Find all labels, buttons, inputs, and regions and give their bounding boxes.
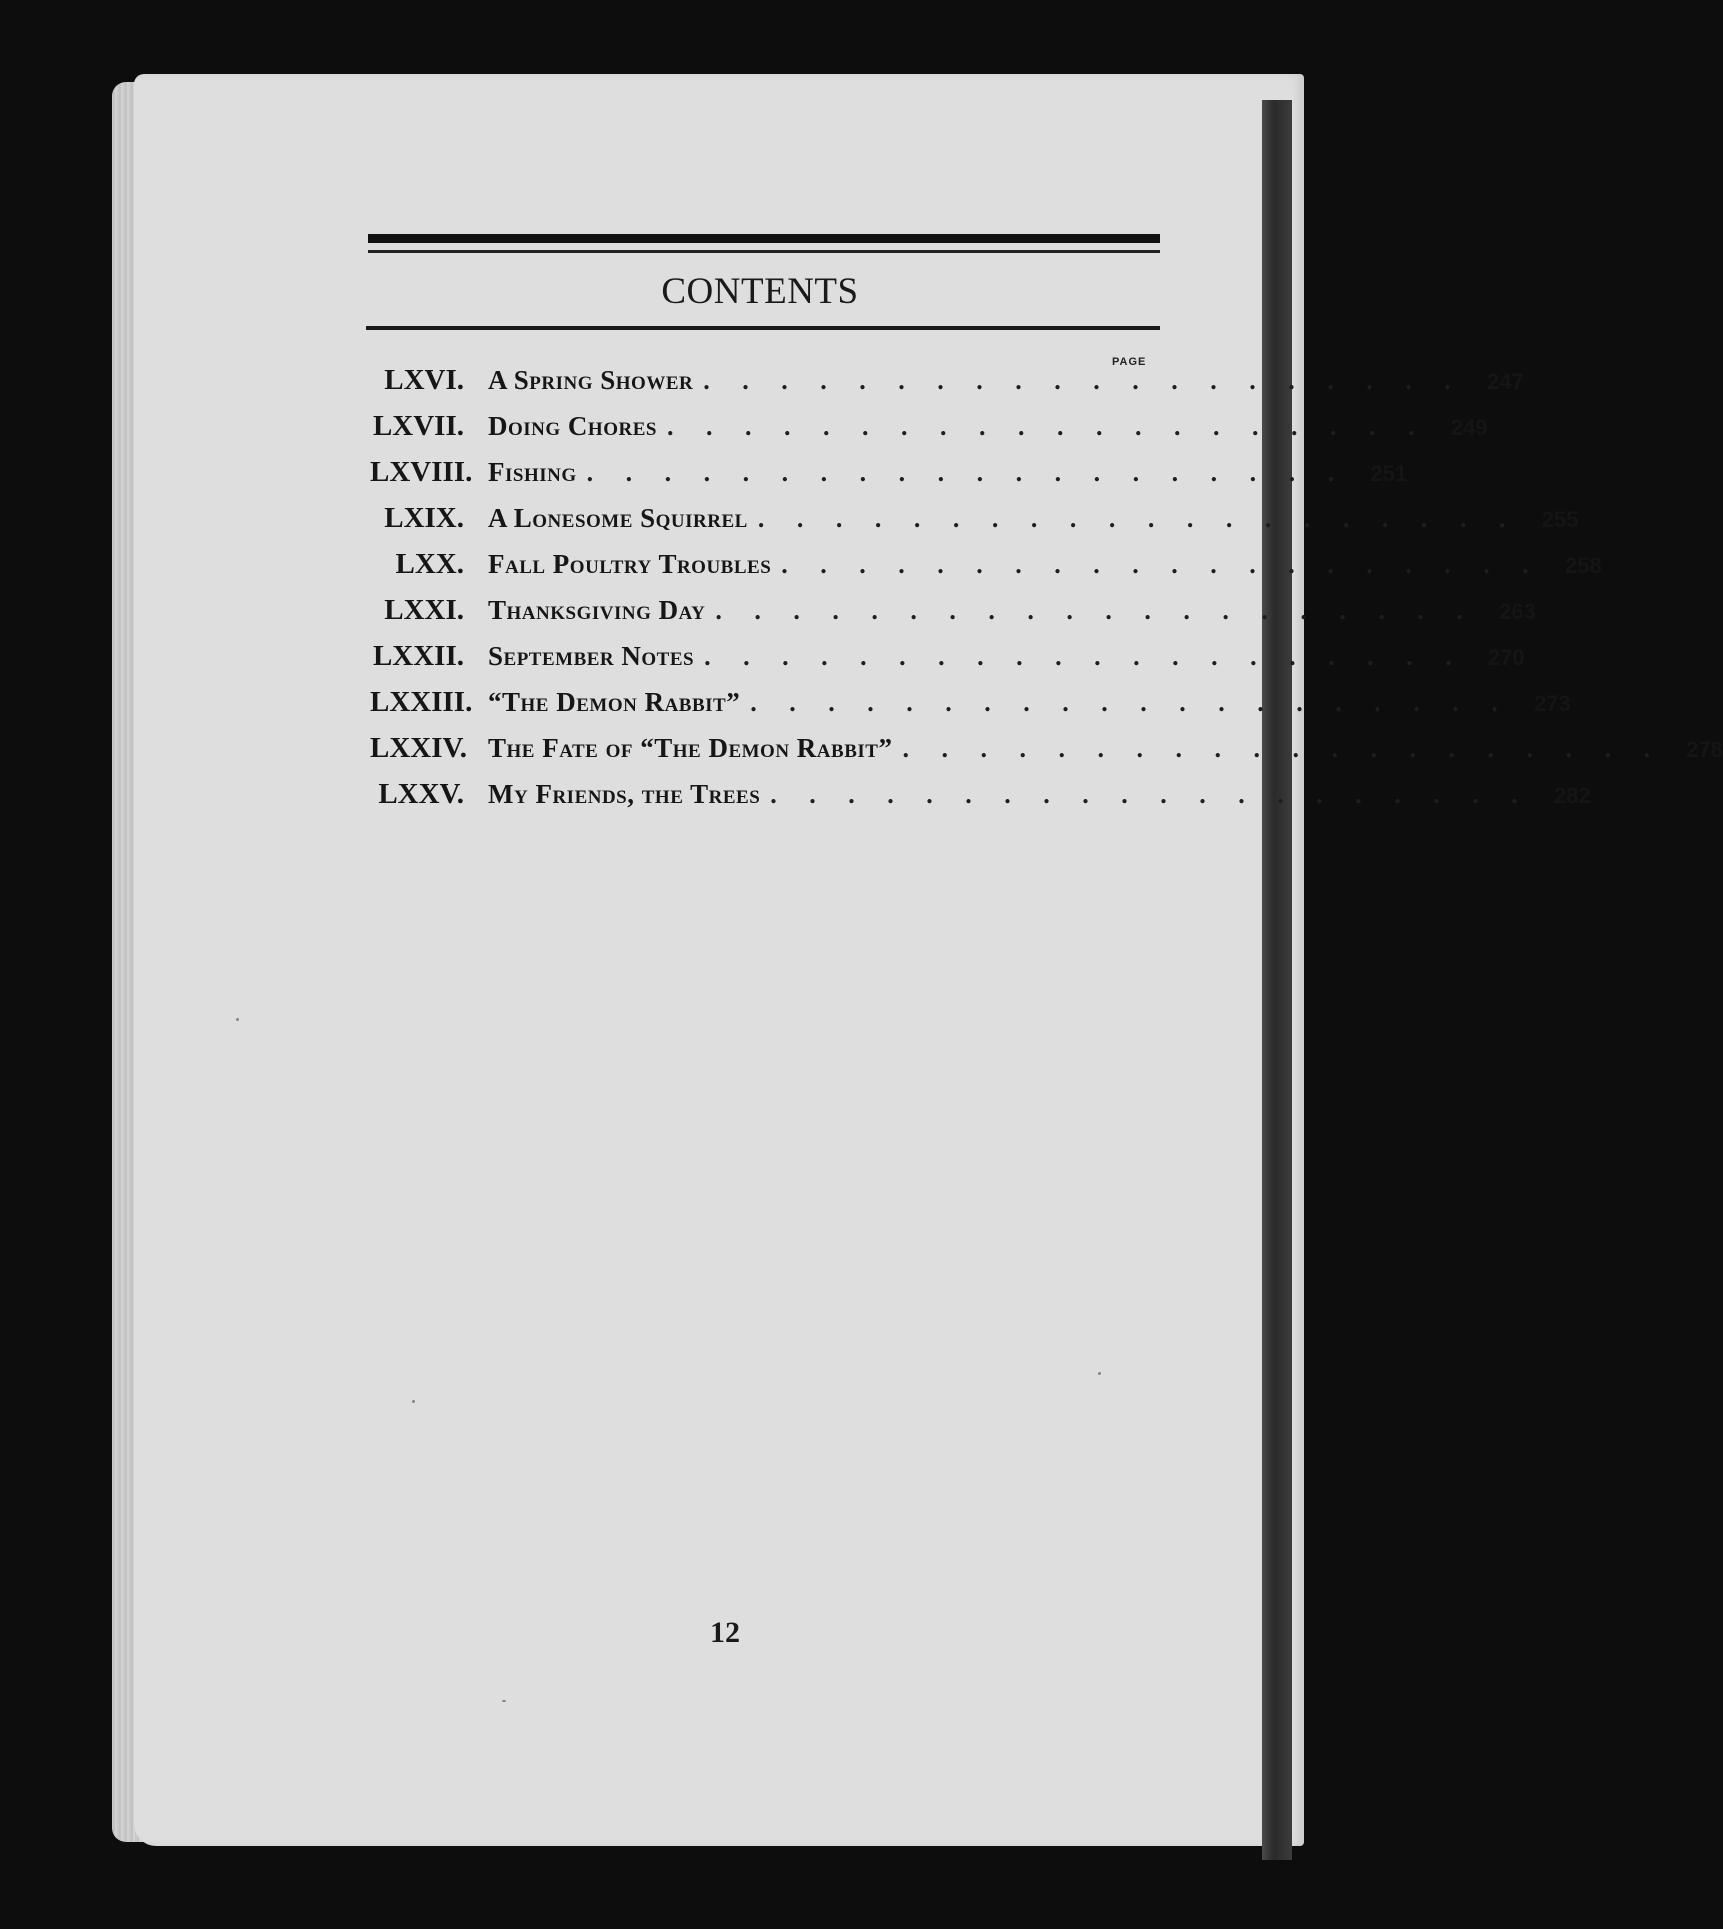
toc-entry bbox=[370, 364, 1524, 410]
dot-leader: . . . . . . . . . . . . . . . . . . . . bbox=[715, 596, 1476, 625]
toc-entry bbox=[370, 686, 1571, 732]
title-underline-rule bbox=[366, 326, 1160, 330]
chapter-title: Fishing bbox=[488, 457, 577, 487]
chapter-numeral: LXIX. bbox=[384, 502, 464, 534]
chapter-title: Thanksgiving Day bbox=[488, 595, 706, 625]
book-page bbox=[134, 74, 1304, 1846]
dot-leader: . . . . . . . . . . . . . . . . . . . . bbox=[781, 550, 1542, 579]
dust-speck bbox=[502, 1700, 506, 1702]
toc-entry bbox=[370, 778, 1591, 824]
chapter-title: September Notes bbox=[488, 641, 695, 671]
chapter-title: My Friends, the Trees bbox=[488, 779, 761, 809]
chapter-numeral: LXXV. bbox=[378, 778, 464, 810]
toc-entry bbox=[370, 594, 1536, 640]
dot-leader: . . . . . . . . . . . . . . . . . . . . bbox=[704, 642, 1465, 671]
chapter-title: “The Demon Rabbit” bbox=[488, 687, 741, 717]
dot-leader: . . . . . . . . . . . . . . . . . . . . bbox=[586, 458, 1348, 487]
chapter-page-number: 251 bbox=[1370, 461, 1408, 486]
chapter-page-number: 255 bbox=[1541, 507, 1579, 532]
chapter-numeral: LXXIII. bbox=[370, 686, 473, 718]
toc-entry bbox=[370, 410, 1488, 456]
toc-entry bbox=[370, 548, 1602, 594]
dot-leader: . . . . . . . . . . . . . . . . . . . . bbox=[666, 412, 1428, 441]
page-folio-number: 12 bbox=[710, 1616, 740, 1649]
chapter-title: Fall Poultry Troubles bbox=[488, 549, 772, 579]
chapter-numeral: LXVI. bbox=[384, 364, 464, 396]
chapter-page-number: 278 bbox=[1686, 737, 1723, 762]
chapter-numeral: LXVII. bbox=[372, 410, 464, 442]
chapter-numeral: LXXI. bbox=[384, 594, 464, 626]
chapter-title: A Lonesome Squirrel bbox=[488, 503, 748, 533]
toc-entry bbox=[370, 456, 1408, 502]
dot-leader: . . . . . . . . . . . . . . . . . . . . bbox=[750, 688, 1511, 717]
toc-entry bbox=[370, 502, 1579, 548]
header-rule-thick bbox=[368, 234, 1160, 243]
contents-title: CONTENTS bbox=[661, 271, 859, 312]
dot-leader: . . . . . . . . . . . . . . . . . . . . bbox=[757, 504, 1519, 533]
chapter-numeral: LXVIII. bbox=[370, 456, 473, 488]
dust-speck bbox=[412, 1400, 415, 1403]
chapter-numeral: LXXIV. bbox=[370, 732, 467, 764]
chapter-title: Doing Chores bbox=[488, 411, 657, 441]
toc-entry bbox=[370, 640, 1525, 686]
page-column-label: PAGE bbox=[1112, 356, 1147, 368]
chapter-page-number: 258 bbox=[1565, 553, 1602, 578]
book-binding bbox=[1262, 100, 1292, 1860]
dust-speck bbox=[236, 1018, 239, 1021]
chapter-page-number: 249 bbox=[1450, 415, 1488, 440]
chapter-page-number: 270 bbox=[1487, 645, 1525, 670]
header-rule-thin bbox=[368, 250, 1160, 253]
chapter-title: The Fate of “The Demon Rabbit” bbox=[488, 733, 893, 763]
chapter-page-number: 282 bbox=[1554, 783, 1591, 808]
chapter-page-number: 247 bbox=[1487, 369, 1524, 394]
chapter-title: A Spring Shower bbox=[488, 365, 694, 395]
chapter-page-number: 273 bbox=[1533, 691, 1571, 716]
toc-entry bbox=[370, 732, 1723, 778]
dust-speck bbox=[1098, 1372, 1101, 1375]
table-of-contents bbox=[370, 364, 1723, 824]
dot-leader: . . . . . . . . . . . . . . . . . . . . bbox=[703, 366, 1464, 395]
chapter-numeral: LXXII. bbox=[372, 640, 464, 672]
chapter-page-number: 263 bbox=[1499, 599, 1536, 624]
dot-leader: . . . . . . . . . . . . . . . . . . . . bbox=[902, 734, 1663, 763]
dot-leader: . . . . . . . . . . . . . . . . . . . . bbox=[770, 780, 1531, 809]
chapter-numeral: LXX. bbox=[395, 548, 464, 580]
